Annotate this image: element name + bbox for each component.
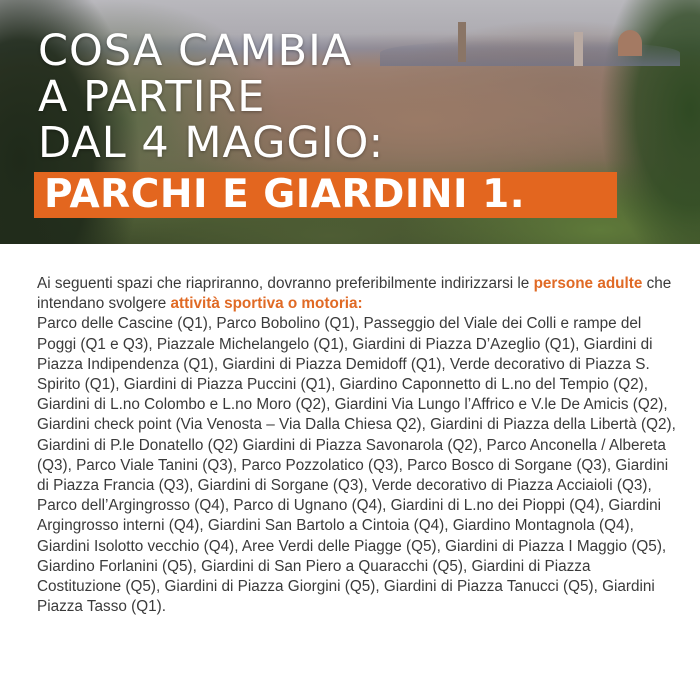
hero-title-line-2: A PARTIRE (38, 72, 266, 122)
highlight-attivita-sportiva: attività sportiva o motoria: (170, 295, 363, 313)
highlight-persone-adulte: persone adulte (533, 275, 643, 292)
giotto-bell-tower (574, 32, 583, 66)
hero-title-line-3: DAL 4 MAGGIO: (38, 118, 385, 168)
intro-text-2: che intendano svolgere (37, 275, 672, 313)
palazzo-vecchio-tower (458, 22, 466, 62)
highlight-band-text: PARCHI E GIARDINI 1. (44, 172, 526, 217)
intro-text-1: Ai seguenti spazi che riapriranno, dovranno preferibilmente indirizzarsi le (37, 275, 534, 292)
duomo-dome (618, 30, 642, 56)
hero-title (38, 28, 384, 166)
body-paragraph (37, 274, 677, 617)
hero-photo-banner (0, 0, 700, 244)
highlight-band (34, 172, 617, 218)
hero-title-line-1: COSA CAMBIA (38, 26, 353, 76)
places-list: Parco delle Cascine (Q1), Parco Bobolino (Q1), Passeggio del Viale dei Colli e rampe del Poggi (Q1 e Q3), Piazzale Michelangelo (Q1), Giardini di Piazza D’Azeglio (Q1), Giardini di Piazza Indipendenza (Q1), Giardini di Piazza Demidoff (Q1), Verde decorativo di Piazza S. Spirito (Q1), Giardini di Piazza Puccini (Q1), Giardino Caponnetto di L.no del Tempio (Q2), Giardini di L.no Colombo e L.no Moro (Q2), Giardini Via Lungo l’Affrico e V.le De Amicis (Q2), Giardini check point (Via Venosta – Via Dalla Chiesa Q2), Giardini di Piazza della Libertà (Q2), Giardini di P.le Donatello (Q2) Giardini di Piazza Savonarola (Q2), Parco Anconella / Albereta (Q3), Parco Viale Tanini (Q3), Parco Pozzolatico (Q3), Parco Bosco di Sorgane (Q3), Giardini di Piazza Francia (Q3), Giardini di Sorgane (Q3), Verde decorativo di Piazza Acciaioli (Q3), Parco dell’Argingrosso (Q4), Parco di Ugnano (Q4), Giardini di L.no dei Pioppi (Q4), Giardini Argingrosso interni (Q4), Giardini San Bartolo a Cintoia (Q4), Giardino Montagnola (Q4), Giardini Isolotto vecchio (Q4), Aree Verdi delle Piagge (Q5), Giardini di Piazza I Maggio (Q5), Giardino Forlanini (Q5), Giardini di San Piero a Quaracchi (Q5), Giardini di Piazza Costituzione (Q5), Giardini di Piazza Giorgini (Q5), Giardini di Piazza Tanucci (Q5), Giardini Piazza Tasso (Q1). (37, 315, 676, 616)
